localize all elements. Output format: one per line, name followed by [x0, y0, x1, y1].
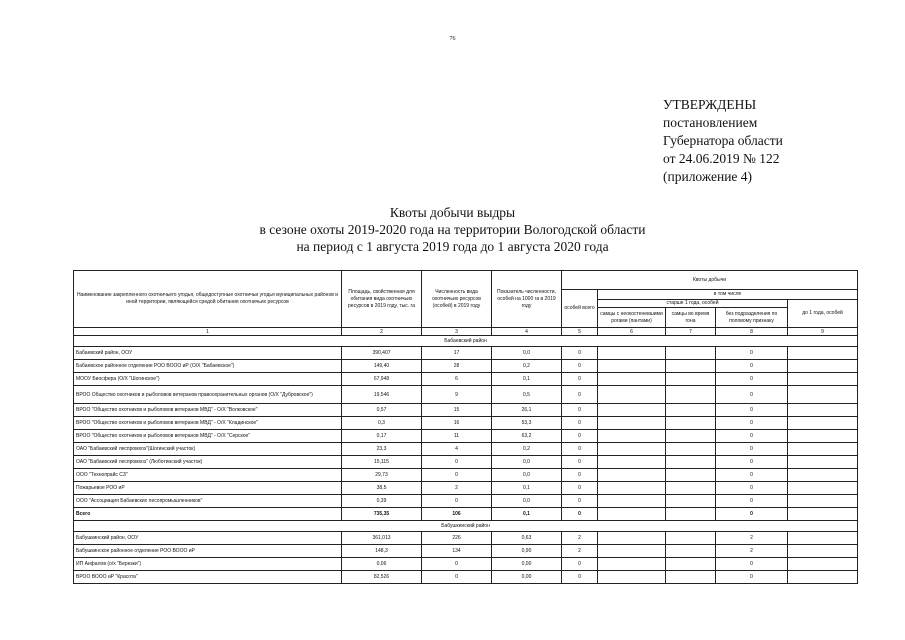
table-row	[74, 417, 858, 430]
row-population: 28	[422, 360, 492, 373]
row-area: 82,526	[342, 571, 422, 584]
row-quota-rut	[666, 347, 716, 360]
row-name: ВРОО "Общество охотников и рыболовов ветеранов МВД" - О/Х "Серское"	[74, 430, 342, 443]
row-quota-young	[788, 347, 858, 360]
row-quota-young	[788, 482, 858, 495]
row-quota-total: 2	[562, 545, 598, 558]
header-including: в том числе	[598, 290, 858, 300]
title-line: Квоты добычи выдры	[389, 205, 516, 220]
row-area: 29,73	[342, 469, 422, 482]
approval-line: УТВЕРЖДЕНЫ	[663, 97, 757, 112]
table-row	[74, 456, 858, 469]
row-quota-no-division: 0	[716, 558, 788, 571]
row-quota-total: 0	[562, 417, 598, 430]
row-density: 0,2	[492, 360, 562, 373]
row-name: Бабушкинский район, ООУ	[74, 532, 342, 545]
row-population: 226	[422, 532, 492, 545]
row-area: 0,39	[342, 495, 422, 508]
row-name: ООО "Технопрайс СЗ"	[74, 469, 342, 482]
row-name: ВРОО ВООО иР "Красота"	[74, 571, 342, 584]
column-number: 8	[716, 328, 788, 336]
row-quota-no-division: 0	[716, 360, 788, 373]
header-young: до 1 года, особей	[788, 300, 858, 328]
row-quota-total: 2	[562, 532, 598, 545]
column-number: 2	[342, 328, 422, 336]
row-quota-young	[788, 430, 858, 443]
row-density: 0,0	[492, 456, 562, 469]
table-row	[74, 360, 858, 373]
district-row	[74, 521, 858, 532]
row-quota-no-division: 0	[716, 456, 788, 469]
row-density: 0,1	[492, 482, 562, 495]
row-quota-total: 0	[562, 430, 598, 443]
row-population: 134	[422, 545, 492, 558]
row-quota-total: 0	[562, 482, 598, 495]
row-quota-no-division: 0	[716, 386, 788, 404]
row-quota-total: 0	[562, 404, 598, 417]
row-quota-males	[598, 417, 666, 430]
row-density: 0,0	[492, 495, 562, 508]
row-density: 0,2	[492, 443, 562, 456]
row-quota-males	[598, 495, 666, 508]
row-quota-no-division: 0	[716, 347, 788, 360]
row-quota-total: 0	[562, 571, 598, 584]
row-population: 0	[422, 571, 492, 584]
approval-line: от 24.06.2019 № 122	[663, 151, 780, 166]
row-density: 0,1	[492, 373, 562, 386]
row-quota-males	[598, 373, 666, 386]
row-quota-rut	[666, 571, 716, 584]
table-row	[74, 386, 858, 404]
row-population: 2	[422, 482, 492, 495]
row-quota-no-division: 0	[716, 508, 788, 521]
row-quota-no-division: 0	[716, 495, 788, 508]
header-density: Показатель численности, особей на 1000 га в 2019 году	[492, 271, 562, 328]
row-quota-rut	[666, 360, 716, 373]
row-quota-rut	[666, 469, 716, 482]
row-density: 63,2	[492, 430, 562, 443]
row-quota-young	[788, 508, 858, 521]
table-row	[74, 558, 858, 571]
approval-block	[663, 96, 783, 186]
row-density: 0,90	[492, 545, 562, 558]
row-quota-rut	[666, 482, 716, 495]
row-area: 148,3	[342, 545, 422, 558]
row-name: Всего	[74, 508, 342, 521]
row-quota-rut	[666, 508, 716, 521]
row-population: 17	[422, 347, 492, 360]
row-area: 390,407	[342, 347, 422, 360]
row-density: 0,0	[492, 347, 562, 360]
header-total: особей всего	[562, 290, 598, 328]
row-quota-no-division: 0	[716, 469, 788, 482]
row-area: 735,35	[342, 508, 422, 521]
row-quota-rut	[666, 495, 716, 508]
row-quota-young	[788, 558, 858, 571]
row-population: 0	[422, 495, 492, 508]
row-density: 26,1	[492, 404, 562, 417]
row-quota-rut	[666, 404, 716, 417]
row-area: 361,013	[342, 532, 422, 545]
row-quota-total: 0	[562, 347, 598, 360]
row-quota-rut	[666, 532, 716, 545]
column-number: 4	[492, 328, 562, 336]
column-number: 9	[788, 328, 858, 336]
district-name: Бабушкинский район	[74, 521, 858, 532]
row-density: 0,63	[492, 532, 562, 545]
row-quota-rut	[666, 545, 716, 558]
page-number: 76	[449, 36, 456, 42]
row-quota-total: 0	[562, 386, 598, 404]
row-quota-rut	[666, 373, 716, 386]
column-number: 3	[422, 328, 492, 336]
row-quota-total: 0	[562, 360, 598, 373]
table-row	[74, 495, 858, 508]
row-quota-rut	[666, 456, 716, 469]
row-area: 38,5	[342, 482, 422, 495]
table-row	[74, 482, 858, 495]
row-quota-no-division: 0	[716, 373, 788, 386]
title-line: в сезоне охоты 2019-2020 года на территории Вологодской области	[259, 222, 646, 237]
row-quota-total: 0	[562, 495, 598, 508]
row-quota-total: 0	[562, 443, 598, 456]
row-area: 23,3	[342, 443, 422, 456]
row-quota-males	[598, 545, 666, 558]
row-quota-males	[598, 508, 666, 521]
table-row	[74, 404, 858, 417]
row-quota-males	[598, 404, 666, 417]
row-quota-young	[788, 443, 858, 456]
row-population: 9	[422, 386, 492, 404]
table-row	[74, 373, 858, 386]
row-quota-young	[788, 417, 858, 430]
row-name: ОАО "Бабаевский леспромхоз"(Шогинский участок)	[74, 443, 342, 456]
row-quota-total: 0	[562, 373, 598, 386]
row-quota-males	[598, 347, 666, 360]
row-name: МООУ Биосфера (О/Х "Шогинское")	[74, 373, 342, 386]
row-quota-young	[788, 373, 858, 386]
row-quota-males	[598, 532, 666, 545]
column-number: 7	[666, 328, 716, 336]
row-quota-rut	[666, 443, 716, 456]
row-quota-total: 0	[562, 456, 598, 469]
row-quota-no-division: 0	[716, 404, 788, 417]
quota-table	[73, 270, 858, 584]
row-density: 0,00	[492, 558, 562, 571]
row-quota-males	[598, 386, 666, 404]
row-quota-young	[788, 532, 858, 545]
header-no-division: без подразделения по половому признаку	[716, 308, 788, 328]
header-rut: самцы во время гона	[666, 308, 716, 328]
row-quota-no-division: 2	[716, 545, 788, 558]
header-population: Численность вида охотничьих ресурсов (особей) в 2019 году	[422, 271, 492, 328]
row-name: ОАО "Бабаевский леспромхоз" (Люботинский участок)	[74, 456, 342, 469]
row-quota-no-division: 2	[716, 532, 788, 545]
row-population: 0	[422, 456, 492, 469]
row-quota-young	[788, 571, 858, 584]
column-number-row	[74, 328, 858, 336]
row-quota-males	[598, 430, 666, 443]
title-line: на период с 1 августа 2019 года до 1 августа 2020 года	[296, 239, 609, 254]
row-quota-no-division: 0	[716, 430, 788, 443]
table-row	[74, 469, 858, 482]
row-density: 0,1	[492, 508, 562, 521]
row-area: 19,546	[342, 386, 422, 404]
table-row	[74, 443, 858, 456]
row-quota-no-division: 0	[716, 482, 788, 495]
table-row	[74, 571, 858, 584]
row-quota-males	[598, 571, 666, 584]
row-quota-males	[598, 443, 666, 456]
table-row	[74, 508, 858, 521]
row-quota-rut	[666, 430, 716, 443]
row-quota-young	[788, 386, 858, 404]
row-area: 0,57	[342, 404, 422, 417]
row-name: ООО "Ассоциация Бабаевских лесопромышленников"	[74, 495, 342, 508]
table-row	[74, 545, 858, 558]
row-area: 0,17	[342, 430, 422, 443]
row-quota-young	[788, 495, 858, 508]
row-name: Бабаевское районное отделение РОО ВООО иР (О/Х "Бабаевское")	[74, 360, 342, 373]
row-area: 0,3	[342, 417, 422, 430]
header-area: Площадь, свойственная для обитания вида охотничьих ресурсов в 2019 году, тыс. га	[342, 271, 422, 328]
row-quota-males	[598, 360, 666, 373]
header-older: старше 1 года, особей	[598, 300, 788, 308]
row-quota-young	[788, 469, 858, 482]
row-population: 6	[422, 373, 492, 386]
row-name: Бабаевский район, ООУ	[74, 347, 342, 360]
row-quota-rut	[666, 386, 716, 404]
row-density: 0,5	[492, 386, 562, 404]
row-quota-young	[788, 360, 858, 373]
row-quota-rut	[666, 417, 716, 430]
row-quota-no-division: 0	[716, 571, 788, 584]
row-quota-no-division: 0	[716, 417, 788, 430]
row-quota-young	[788, 456, 858, 469]
row-population: 11	[422, 430, 492, 443]
row-density: 0,00	[492, 571, 562, 584]
row-population: 0	[422, 558, 492, 571]
row-area: 0,06	[342, 558, 422, 571]
row-population: 0	[422, 469, 492, 482]
row-quota-total: 0	[562, 469, 598, 482]
row-quota-rut	[666, 558, 716, 571]
row-area: 149,40	[342, 360, 422, 373]
approval-line: (приложение 4)	[663, 169, 753, 184]
row-name: Пожарьевое РОО иР	[74, 482, 342, 495]
row-name: ИП Анфалов (о/х "Березки")	[74, 558, 342, 571]
row-population: 15	[422, 404, 492, 417]
row-quota-males	[598, 456, 666, 469]
approval-line: постановлением	[663, 115, 758, 130]
row-quota-total: 0	[562, 508, 598, 521]
document-title	[0, 204, 905, 255]
district-name: Бабаевский район	[74, 336, 858, 347]
row-name: ВРОО Общество охотников и рыболовов ветеранов правоохранительных органов (О/Х "Дубровское")	[74, 386, 342, 404]
header-males: самцы с неокостеневшими рогами (пантами)	[598, 308, 666, 328]
row-quota-young	[788, 404, 858, 417]
row-name: Бабушкинское районное отделение РОО ВООО иР	[74, 545, 342, 558]
district-row	[74, 336, 858, 347]
row-population: 16	[422, 417, 492, 430]
approval-line: Губернатора области	[663, 133, 783, 148]
row-area: 67,948	[342, 373, 422, 386]
row-quota-total: 0	[562, 558, 598, 571]
row-name: ВРОО "Общество охотников и рыболовов ветеранов МВД" - О/Х "Кладинское"	[74, 417, 342, 430]
row-density: 0,0	[492, 469, 562, 482]
column-number: 5	[562, 328, 598, 336]
column-number: 1	[74, 328, 342, 336]
table-row	[74, 347, 858, 360]
table-row	[74, 430, 858, 443]
row-area: 15,115	[342, 456, 422, 469]
row-quota-males	[598, 469, 666, 482]
header-hunting-ground: Наименование закрепленного охотничьего угодья, общедоступные охотничьи угодья муниципальных районов и иной территории, являющейся средой обитания охотничьих ресурсов	[74, 271, 342, 328]
row-quota-no-division: 0	[716, 443, 788, 456]
column-number: 6	[598, 328, 666, 336]
row-quota-males	[598, 558, 666, 571]
row-name: ВРОО "Общество охотников и рыболовов ветеранов МВД" - О/Х "Волковское"	[74, 404, 342, 417]
table-row	[74, 532, 858, 545]
row-population: 4	[422, 443, 492, 456]
row-quota-males	[598, 482, 666, 495]
table-body	[74, 328, 858, 584]
row-density: 53,3	[492, 417, 562, 430]
row-quota-young	[788, 545, 858, 558]
row-population: 106	[422, 508, 492, 521]
header-quotas: Квоты добычи	[562, 271, 858, 290]
